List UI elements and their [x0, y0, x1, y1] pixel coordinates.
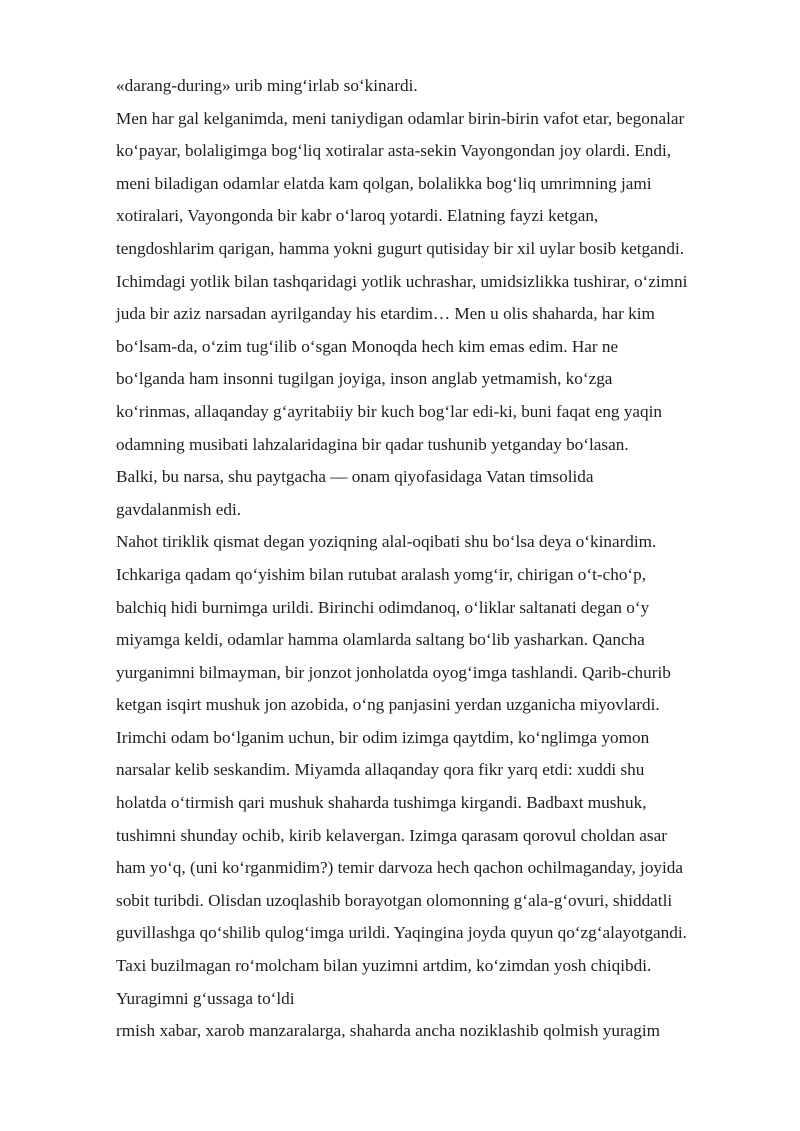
text-line: sobit turibdi. Olisdan uzoqlashib borayotgan olomonning g‘ala-g‘ovuri, shiddatli — [116, 890, 673, 910]
text-line: ham yo‘q, (uni ko‘rganmidim?) temir darvoza hech qachon ochilmaganday, joyida — [116, 858, 684, 878]
text-line: Irimchi odam bo‘lganim uchun, bir odim izimga qaytdim, ko‘nglimga yomon — [116, 727, 650, 747]
text-line: Balki, bu narsa, shu paytgacha — onam qiyofasidaga Vatan timsolida — [116, 467, 594, 487]
text-line: miyamga keldi, odamlar hamma olamlarda saltang bo‘lib yasharkan. Qancha — [116, 630, 645, 650]
text-line: rmish xabar, xarob manzaralarga, shaharda ancha noziklashib qolmish yuragim — [116, 1021, 661, 1041]
text-line: ko‘payar, bolaligimga bog‘liq xotiralar asta-sekin Vayongondan joy olardi. Endi, — [116, 141, 672, 161]
text-line: gavdalanmish edi. — [116, 499, 242, 519]
text-line: xotiralari, Vayongonda bir kabr o‘laroq yotardi. Elatning fayzi ketgan, — [116, 206, 599, 226]
text-line: «darang-during» urib ming‘irlab so‘kinardi. — [116, 76, 418, 95]
text-line: holatda o‘tirmish qari mushuk shaharda tushimga kirgandi. Badbaxt mushuk, — [116, 793, 647, 813]
text-line: ko‘rinmas, allaqanday g‘ayritabiiy bir kuch bog‘lar edi-ki, buni faqat eng yaqin — [116, 401, 663, 421]
text-line: odamning musibati lahzalaridagina bir qadar tushunib yetganday bo‘lasan. — [116, 434, 629, 454]
text-line: Men har gal kelganimda, meni taniydigan odamlar birin-birin vafot etar, begonalar — [116, 108, 685, 128]
text-line: guvillashga qo‘shilib qulog‘imga urildi. Yaqingina joyda quyun qo‘zg‘alayotgandi. — [116, 923, 687, 943]
text-line: Taxi buzilmagan ro‘molcham bilan yuzimni artdim, ko‘zimdan yosh chiqibdi. — [116, 956, 652, 976]
text-line: yurganimni bilmayman, bir jonzot jonholatda oyog‘imga tashlandi. Qarib-churib — [116, 662, 671, 682]
text-line: meni biladigan odamlar elatda kam qolgan, bolalikka bog‘liq umrimning jami — [116, 173, 652, 193]
body-text — [116, 70, 756, 1048]
text-line: bo‘lganda ham insonni tugilgan joyiga, inson anglab yetmamish, ko‘zga — [116, 369, 613, 389]
text-line: balchiq hidi burnimga urildi. Birinchi odimdanoq, o‘liklar saltanati degan o‘y — [116, 597, 650, 617]
text-line: Yuragimni g‘ussaga to‘ldi — [116, 988, 295, 1008]
text-line: Ichkariga qadam qo‘yishim bilan rutubat aralash yomg‘ir, chirigan o‘t-cho‘p, — [116, 564, 647, 584]
text-line: Ichimdagi yotlik bilan tashqaridagi yotlik uchrashar, umidsizlikka tushirar, o‘zimni — [116, 271, 688, 291]
text-line: ketgan isqirt mushuk jon azobida, o‘ng panjasini yerdan uzganicha miyovlardi. — [116, 695, 660, 715]
text-line: Nahot tiriklik qismat degan yoziqning alal-oqibati shu bo‘lsa deya o‘kinardim. — [116, 532, 657, 552]
text-line: tengdoshlarim qarigan, hamma yokni gugurt qutisiday bir xil uylar bosib ketgandi. — [116, 238, 685, 258]
text-line: juda bir aziz narsadan ayrilganday his etardim… Men u olis shaharda, har kim — [116, 304, 655, 324]
text-line: bo‘lsam-da, o‘zim tug‘ilib o‘sgan Monoqda hech kim emas edim. Har ne — [116, 336, 619, 356]
text-line: tushimni shunday ochib, kirib kelavergan. Izimga qarasam qorovul choldan asar — [116, 825, 667, 845]
text-line: narsalar kelib seskandim. Miyamda allaqanday qora fikr yarq etdi: xuddi shu — [116, 760, 645, 780]
